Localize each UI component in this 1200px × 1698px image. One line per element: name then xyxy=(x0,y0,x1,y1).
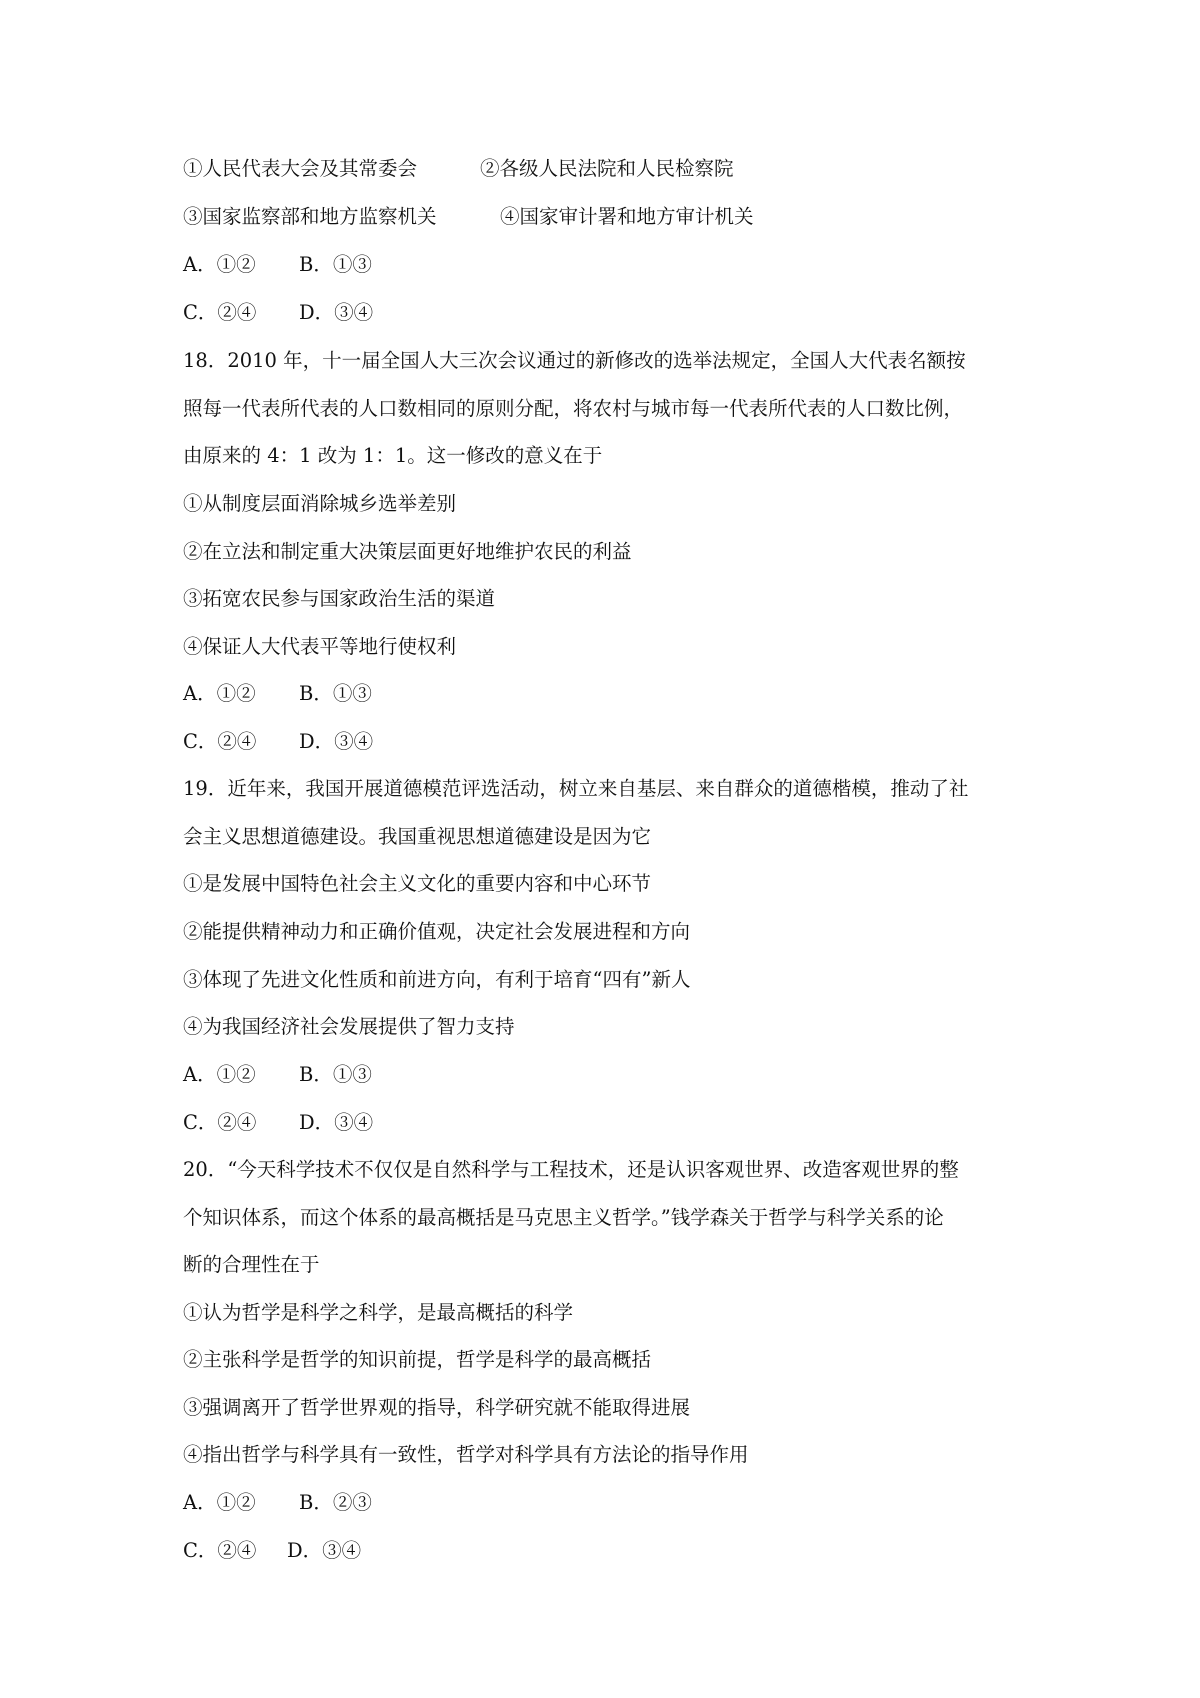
q19-stem-line-1: 19．近年来，我国开展道德模范评选活动，树立来自基层、来自群众的道德楷模，推动了社 xyxy=(183,777,969,800)
q20-stem-line-2: 个知识体系，而这个体系的最高概括是马克思主义哲学。”钱学森关于哲学与科学关系的论 xyxy=(183,1206,944,1229)
q20-option-a: A．①② xyxy=(183,1491,256,1514)
q20-options-row-1 xyxy=(183,1491,372,1515)
q17-items-row-2 xyxy=(183,205,754,229)
q18-stem-line-3: 由原来的 4：1 改为 1：1。这一修改的意义在于 xyxy=(183,444,603,467)
q19-stem-line-2: 会主义思想道德建设。我国重视思想道德建设是因为它 xyxy=(183,825,652,848)
q17-options-row-1 xyxy=(183,253,372,277)
q18-option-a: A．①② xyxy=(183,682,256,705)
q20-options-row-2 xyxy=(183,1539,362,1563)
q17-items-row-1 xyxy=(183,157,734,181)
q18-item-4: ④保证人大代表平等地行使权利 xyxy=(183,635,457,658)
q19-options-row-2 xyxy=(183,1111,374,1135)
q17-option-a: A．①② xyxy=(183,253,256,276)
q18-option-d: D．③④ xyxy=(299,730,374,753)
q19-option-d: D．③④ xyxy=(299,1111,374,1134)
q20-option-c: C．②④ xyxy=(183,1539,257,1562)
q20-stem-line-3: 断的合理性在于 xyxy=(183,1253,320,1276)
q19-options-row-1 xyxy=(183,1063,372,1087)
q20-item-4: ④指出哲学与科学具有一致性，哲学对科学具有方法论的指导作用 xyxy=(183,1443,749,1466)
q20-stem-line-1: 20．“今天科学技术不仅仅是自然科学与工程技术，还是认识客观世界、改造客观世界的整 xyxy=(183,1158,959,1181)
q17-option-b: B．①③ xyxy=(299,253,372,276)
q20-option-b: B．②③ xyxy=(299,1491,372,1514)
q19-item-3: ③体现了先进文化性质和前进方向，有利于培育“四有”新人 xyxy=(183,968,691,991)
q18-options-row-1 xyxy=(183,682,372,706)
q19-option-b: B．①③ xyxy=(299,1063,372,1086)
q18-item-2: ②在立法和制定重大决策层面更好地维护农民的利益 xyxy=(183,540,632,563)
q20-item-2: ②主张科学是哲学的知识前提，哲学是科学的最高概括 xyxy=(183,1348,652,1371)
q20-item-1: ①认为哲学是科学之科学，是最高概括的科学 xyxy=(183,1301,574,1324)
q19-item-2: ②能提供精神动力和正确价值观，决定社会发展进程和方向 xyxy=(183,920,691,943)
q17-option-c: C．②④ xyxy=(183,301,257,324)
q19-option-c: C．②④ xyxy=(183,1111,257,1134)
q20-option-d: D．③④ xyxy=(287,1539,362,1562)
q17-item-4: ④国家审计署和地方审计机关 xyxy=(500,205,754,228)
q19-item-4: ④为我国经济社会发展提供了智力支持 xyxy=(183,1015,515,1038)
q18-options-row-2 xyxy=(183,730,374,754)
q18-stem-line-2: 照每一代表所代表的人口数相同的原则分配，将农村与城市每一代表所代表的人口数比例， xyxy=(183,397,964,420)
q18-option-c: C．②④ xyxy=(183,730,257,753)
q18-option-b: B．①③ xyxy=(299,682,372,705)
q17-options-row-2 xyxy=(183,301,374,325)
q18-item-3: ③拓宽农民参与国家政治生活的渠道 xyxy=(183,587,496,610)
q17-item-2: ②各级人民法院和人民检察院 xyxy=(480,157,734,180)
q19-item-1: ①是发展中国特色社会主义文化的重要内容和中心环节 xyxy=(183,872,652,895)
q19-option-a: A．①② xyxy=(183,1063,256,1086)
q18-stem-line-1: 18．2010 年，十一届全国人大三次会议通过的新修改的选举法规定，全国人大代表名额按 xyxy=(183,349,966,372)
q17-item-3: ③国家监察部和地方监察机关 xyxy=(183,205,437,228)
q18-item-1: ①从制度层面消除城乡选举差别 xyxy=(183,492,457,515)
q17-option-d: D．③④ xyxy=(299,301,374,324)
q20-item-3: ③强调离开了哲学世界观的指导，科学研究就不能取得进展 xyxy=(183,1396,691,1419)
q17-item-1: ①人民代表大会及其常委会 xyxy=(183,157,418,180)
